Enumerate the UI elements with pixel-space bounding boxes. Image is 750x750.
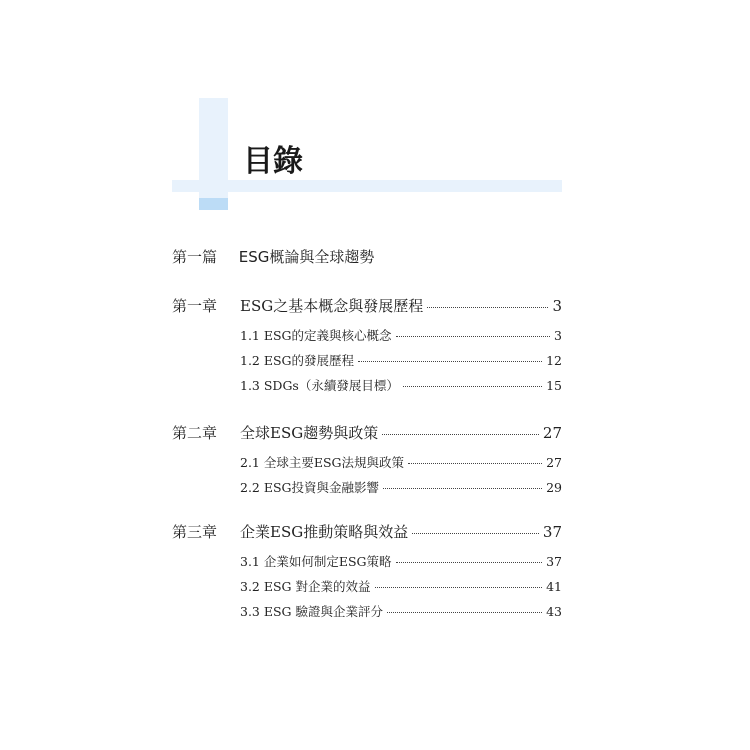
- toc-section-1-3[interactable]: [240, 376, 562, 396]
- chapter-page-number: 27: [542, 424, 562, 442]
- section-title: 2.1 全球主要ESG法規與政策: [240, 455, 405, 470]
- section-title: 1.1 ESG的定義與核心概念: [240, 328, 392, 343]
- toc-section-2-2[interactable]: [240, 478, 562, 498]
- toc-section-3-2[interactable]: [240, 577, 562, 597]
- section-title: 2.2 ESG投資與金融影響: [240, 480, 380, 495]
- title-accent-bar-horizontal: [172, 180, 562, 192]
- section-page-number: 27: [546, 455, 562, 470]
- section-title: 3.2 ESG 對企業的效益: [240, 579, 371, 594]
- section-page-number: 43: [546, 604, 562, 619]
- toc-section-3-1[interactable]: [240, 552, 562, 572]
- dot-leader: [375, 587, 543, 588]
- section-title: 3.3 ESG 驗證與企業評分: [240, 604, 383, 619]
- toc-chapter-3[interactable]: [172, 521, 562, 543]
- title-accent-block: [199, 198, 228, 210]
- section-title: 3.1 企業如何制定ESG策略: [240, 554, 392, 569]
- section-title: 1.3 SDGs（永續發展目標）: [240, 378, 399, 393]
- dot-leader: [412, 533, 539, 534]
- toc-section-3-3[interactable]: [240, 602, 562, 622]
- section-page-number: 12: [546, 353, 562, 368]
- dot-leader: [358, 361, 542, 362]
- section-page-number: 15: [546, 378, 562, 393]
- chapter-title: 企業ESG推動策略與效益: [240, 523, 409, 541]
- section-title: 1.2 ESG的發展歷程: [240, 353, 355, 368]
- dot-leader: [382, 434, 539, 435]
- chapter-title: 全球ESG趨勢與政策: [240, 424, 379, 442]
- dot-leader: [408, 463, 542, 464]
- section-page-number: 29: [546, 480, 562, 495]
- toc-chapter-1[interactable]: [172, 295, 562, 317]
- toc-section-2-1[interactable]: [240, 453, 562, 473]
- toc-chapter-2[interactable]: [172, 422, 562, 444]
- chapter-label: 第二章: [172, 424, 218, 442]
- section-page-number: 41: [546, 579, 562, 594]
- part-label: 第一篇: [172, 248, 218, 266]
- part-title: ESG概論與全球趨勢: [238, 248, 375, 266]
- part-heading: [172, 246, 374, 268]
- dot-leader: [427, 307, 548, 308]
- chapter-label: 第三章: [172, 523, 218, 541]
- dot-leader: [387, 612, 542, 613]
- dot-leader: [396, 562, 543, 563]
- section-page-number: 37: [546, 554, 562, 569]
- chapter-label: 第一章: [172, 297, 218, 315]
- toc-section-1-2[interactable]: [240, 351, 562, 371]
- dot-leader: [383, 488, 542, 489]
- dot-leader: [403, 386, 542, 387]
- section-page-number: 3: [554, 328, 562, 343]
- page-title: 目錄: [243, 144, 303, 179]
- chapter-title: ESG之基本概念與發展歷程: [240, 297, 424, 315]
- toc-section-1-1[interactable]: [240, 326, 562, 346]
- chapter-page-number: 3: [552, 297, 562, 315]
- dot-leader: [396, 336, 551, 337]
- chapter-page-number: 37: [542, 523, 562, 541]
